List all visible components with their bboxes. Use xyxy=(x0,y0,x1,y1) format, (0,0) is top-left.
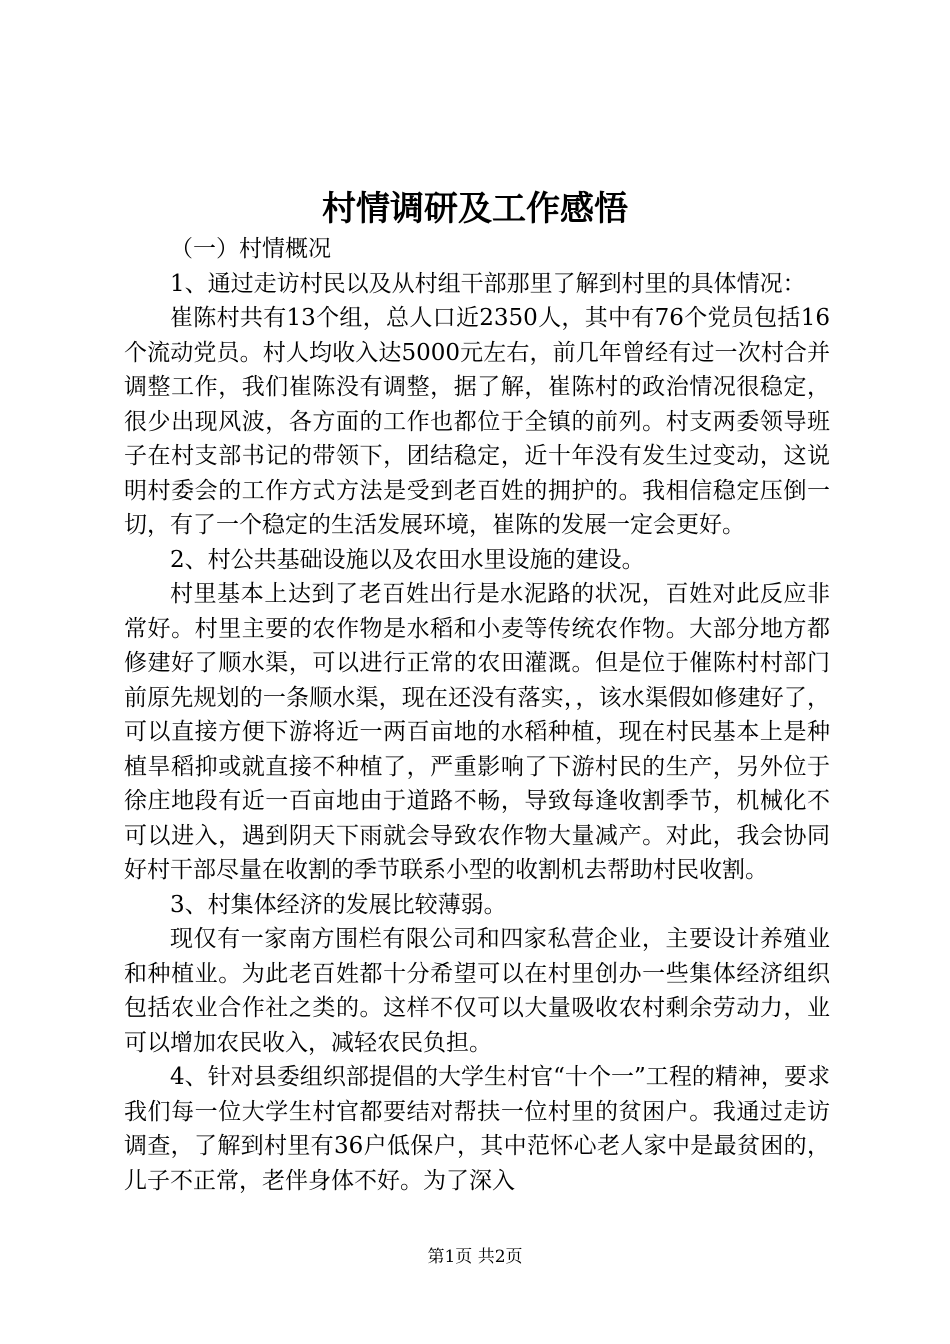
paragraph: 崔陈村共有13个组，总人口近2350人，其中有76个党员包括16个流动党员。村人均收入达5000元左右，前几年曾经有过一次村合并调整工作，我们崔陈没有调整，据了解，崔陈村的政治情况很稳定，很少出现风波，各方面的工作也都位于全镇的前列。村支两委领导班子在村支部书记的带领下，团结稳定，近十年没有发生过变动，这说明村委会的工作方式方法是受到老百姓的拥护的。我相信稳定压倒一切，有了一个稳定的生活发展环境，崔陈的发展一定会更好。 xyxy=(124,305,830,538)
section-heading: （一）村情概况 xyxy=(170,236,331,262)
paragraph: 3、村集体经济的发展比较薄弱。 xyxy=(170,891,507,918)
paragraph: 4、针对县委组织部提倡的大学生村官“十个一”工程的精神，要求我们每一位大学生村官都要结对帮扶一位村里的贫困户。我通过走访调查，了解到村里有36户低保户，其中范怀心老人家中是最贫困的，儿子不正常，老伴身体不好。为了深入 xyxy=(124,1064,830,1194)
paragraph: 2、村公共基础设施以及农田水里设施的建设。 xyxy=(170,546,645,573)
page-footer: 第1页 共2页 xyxy=(427,1247,523,1267)
document-title: 村情调研及工作感悟 xyxy=(322,189,628,229)
paragraph: 现仅有一家南方围栏有限公司和四家私营企业，主要设计养殖业和种植业。为此老百姓都十分希望可以在村里创办一些集体经济组织包括农业合作社之类的。这样不仅可以大量吸收农村剩余劳动力，业可以增加农民收入，减轻农民负担。 xyxy=(124,926,830,1056)
paragraph: 1、通过走访村民以及从村组干部那里了解到村里的具体情况： xyxy=(170,270,806,297)
paragraph: 村里基本上达到了老百姓出行是水泥路的状况，百姓对此反应非常好。村里主要的农作物是水稻和小麦等传统农作物。大部分地方都修建好了顺水渠，可以进行正常的农田灌溉。但是位于催陈村村部门前原先规划的一条顺水渠，现在还没有落实，，该水渠假如修建好了，可以直接方便下游将近一两百亩地的水稻种植，现在村民基本上是种植旱稻抑或就直接不种植了，严重影响了下游村民的生产，另外位于徐庄地段有近一百亩地由于道路不畅，导致每逢收割季节，机械化不可以进入，遇到阴天下雨就会导致农作物大量减产。对此，我会协同好村干部尽量在收割的季节联系小型的收割机去帮助村民收割。 xyxy=(124,581,830,883)
document-body xyxy=(124,232,830,1198)
